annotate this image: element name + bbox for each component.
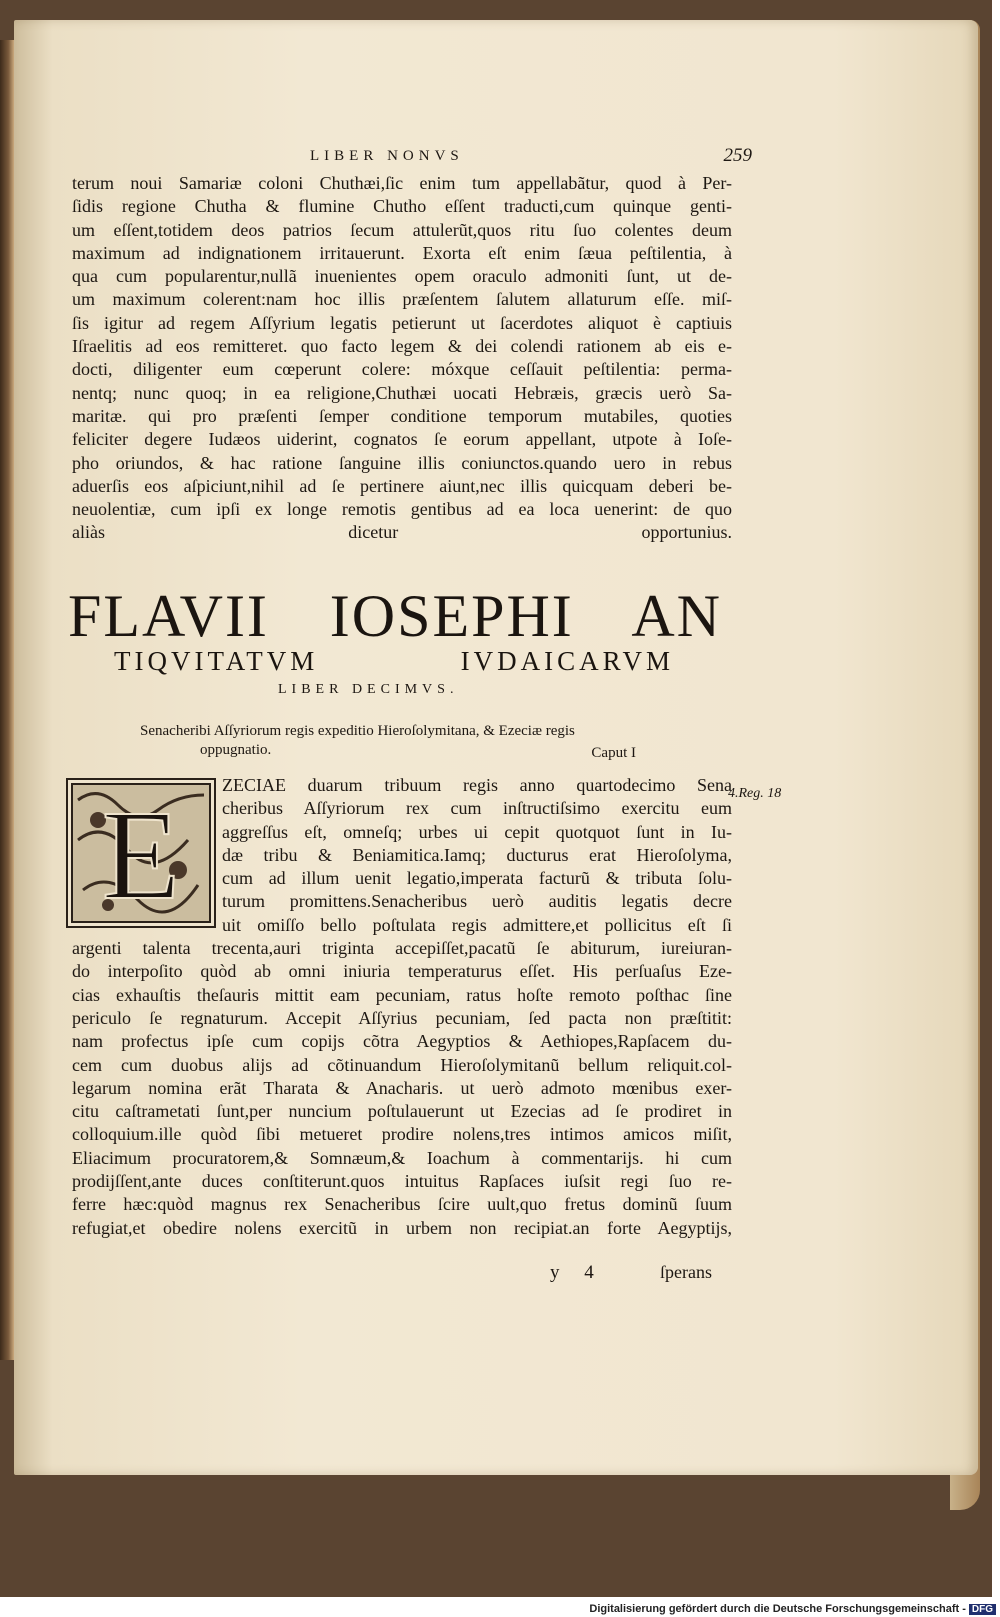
text-line: neuolentiæ, cum ipſi ex longe remotis gentibus ad ea loca uenerint: de quo (72, 499, 732, 520)
book-title-line-1: FLAVII IOSEPHI AN (68, 583, 722, 649)
previous-chapter-text (72, 172, 732, 545)
text-line: ZECIAE duarum tribuum regis anno quartodecimo Sena (222, 775, 732, 795)
text-line: aduerſis eos aſpiciunt,nihil ad ſe pertinere aiunt,nec illis quicquam deberi be- (72, 475, 732, 496)
chapter-heading-line-1: Senacheribi Aſſyriorum regis expeditio Hieroſolymitana, & Ezeciæ regis (140, 723, 575, 739)
digitization-credit (589, 1603, 996, 1615)
chapter-text (72, 774, 732, 1240)
text-line: qua cum popularentur,nullã inuenientes opem oraculo admoniti ſunt, ut de- (72, 266, 732, 287)
text-line: colloquium.ille quòd ſibi metueret prodire nolens,tres intimos amicos miſit, (72, 1124, 732, 1145)
page-footer (72, 1262, 712, 1286)
text-line: dæ tribu & Beniamitica.Iamq; ducturus erat Hieroſolyma, (222, 844, 732, 865)
text-line: ſis igitur ad regem Aſſyrium legatis petierunt ut ſacerdotes aliquot è captiuis (72, 312, 732, 333)
text-line: periculo ſe regnaturum. Accepit Aſſyrius pecuniam, ſed pacta non præſtitit: (72, 1007, 732, 1028)
caput-label: Caput I (591, 745, 636, 761)
text-line: argenti talenta trecenta,auri triginta accepiſſet,pacatũ ſe abiturum, iureiuran- (72, 938, 732, 959)
text-line: aggreſſus eſt, omneſq; urbes ui cepit quotquot ſunt in Iu- (222, 821, 732, 842)
chapter-heading-line-2: oppugnatio. (200, 742, 272, 758)
text-line: prodijſſent,ante duces conſtiterunt.quos intuitus Rapſaces iuſsit regi ſuo re- (72, 1171, 732, 1192)
text-line: Iſraelitis ad eos remitteret. quo facto legem & dei colendi rationem ab eis e- (72, 336, 732, 357)
marginal-note: 4.Reg. 18 (728, 786, 782, 801)
svg-text:E: E (101, 784, 181, 926)
credit-text: Digitalisierung gefördert durch die Deutsche Forschungsgemeinschaft - (589, 1603, 966, 1615)
text-line: citu caſtrametati ſunt,per nuncium poſtulauerunt ut Ezecias ad ſe prodiret in (72, 1101, 732, 1122)
text-line: do interpoſito quòd ab omni iniuria temperaturus eſſet. His perſuaſus Eze- (72, 961, 732, 982)
text-line: ſidis regione Chutha & flumine Chutho eſſent traducti,cum quinque genti- (72, 196, 732, 217)
text-line: maritæ. qui pro præſenti ſemper conditione temporum mutabiles, quoties (72, 405, 732, 426)
page-header (72, 145, 752, 172)
signature-mark: y 4 (550, 1262, 604, 1283)
dfg-logo: DFG (969, 1604, 996, 1615)
text-line: cum ad illum uenit legatio,imperata facturũ & tributa ſolu- (222, 868, 732, 889)
text-line: refugiat,et obedire nolens exercitũ in urbem non recipiat.an forte Aegyptijs, (72, 1217, 732, 1238)
text-line: nentq; nunc quoq; in ea religione,Chuthæi uocati Hebræis, græcis uerò Sa- (72, 382, 732, 403)
text-line: ferre hæc:quòd magnus rex Senacheribus ſcire uult,quo fretus dominũ ſuum (72, 1194, 732, 1215)
page-number: 259 (723, 145, 752, 166)
text-line: turum promittens.Senacheribus uerò auditis legatis decre (222, 891, 732, 912)
text-line: cheribus Aſſyriorum rex cum inſtructiſsimo exercitu eum (222, 798, 732, 819)
chapter-heading (140, 722, 660, 760)
text-line: pho oriundos, & hac ratione ſanguine illis coniunctos.quando uero in rebus (72, 452, 732, 473)
book-title-line-2: TIQVITATVM IVDAICARVM (114, 646, 674, 676)
text-line: feliciter degere Iudæos uiderint, cognatos ſe eorum appellant, utpote à Ioſe- (72, 429, 732, 450)
text-line: uit omiſſo bello poſtulata regis admittere,et pollicitus eſt ſi (222, 914, 732, 935)
text-line: docti, diligenter eum cœperunt colere: móxque ceſſauit peſtilentia: perma- (72, 359, 732, 380)
previous-page-edge (0, 40, 14, 1360)
book-title-line-3: LIBER DECIMVS. (278, 682, 459, 697)
text-line: Eliacimum procuratorem,& Somnæum,& Ioachum à commentarijs. hi cum (72, 1147, 732, 1168)
text-line: um eſſent,totidem deos patrios ſecum attulerũt,quos ritu ſuo colentes deum (72, 219, 732, 240)
text-line: um maximum colerent:nam hoc illis præſentem ſalutem allaturum eſſe. miſ- (72, 289, 732, 310)
text-line: terum noui Samariæ coloni Chuthæi,ſic enim tum appellabãtur, quod à Per- (72, 173, 732, 193)
running-head: LIBER NONVS (310, 148, 464, 164)
text-line: nam profectus ipſe cum copijs cõtra Aegyptios & Aethiopes,Rapſacem du- (72, 1031, 732, 1052)
text-line: cem cum duobus alijs ad cõtinuandum Hieroſolymitanũ bellum reliquit.col- (72, 1054, 732, 1075)
text-line: aliàs dicetur opportunius. (72, 522, 732, 543)
text-line: cias exhauſtis theſauris mittit eam pecuniam, ratus hoſte remoto poſthac ſine (72, 984, 732, 1005)
text-line: maximum ad indignationem irritauerunt. Exorta eſt enim ſæua peſtilentia, à (72, 242, 732, 263)
catchword: ſperans (660, 1262, 712, 1282)
text-line: legarum nomina erãt Tharata & Anacharis. ut uerò admoto mœnibus exer- (72, 1077, 732, 1098)
